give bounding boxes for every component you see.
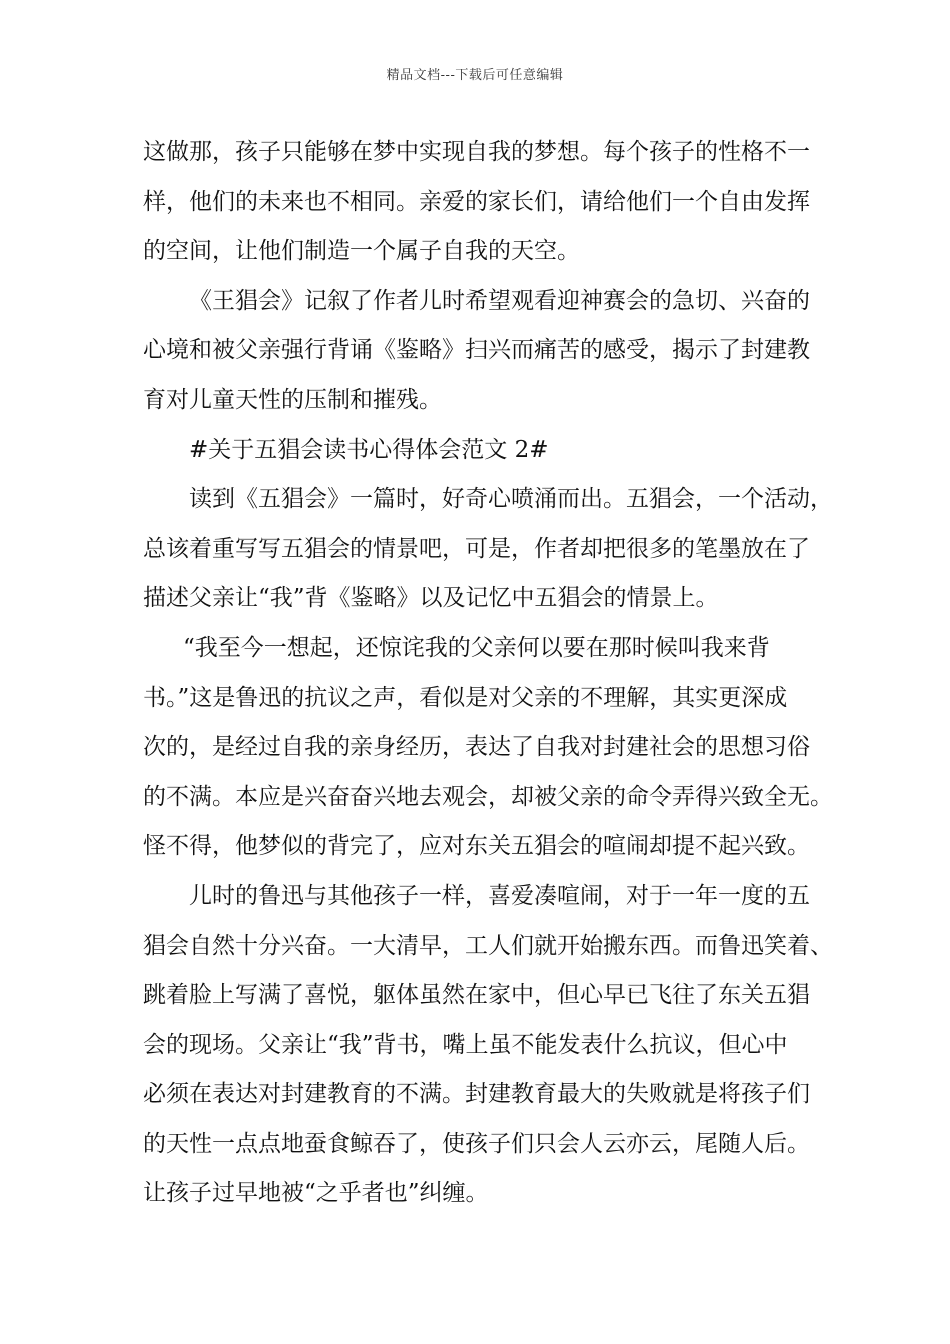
page-header: 精品文档---下载后可任意编辑 [386, 68, 564, 83]
text-line: 会的现场。父亲让“我”背书，嘴上虽不能发表什么抗议，但心中 [143, 1031, 788, 1058]
text-line: 描述父亲让“我”背《鉴略》以及记忆中五猖会的情景上。 [143, 585, 719, 612]
section-heading: #关于五猖会读书心得体会范文 2# [189, 436, 549, 463]
text-line: 这做那，孩子只能够在梦中实现自我的梦想。每个孩子的性格不一 [143, 139, 810, 165]
text-line: 心境和被父亲强行背诵《鉴略》扫兴而痛苦的感受，揭示了封建教 [143, 337, 810, 364]
text-line: “我至今一想起，还惊诧我的父亲何以要在那时候叫我来背 [183, 634, 770, 661]
text-line: 怪不得，他梦似的背完了，应对东关五猖会的喧闹却提不起兴致。 [143, 833, 810, 860]
text-line: 样，他们的未来也不相同。亲爱的家长们，请给他们一个自由发挥 [143, 188, 810, 215]
text-line: 的不满。本应是兴奋奋兴地去观会，却被父亲的命令弄得兴致全无。 [143, 783, 833, 810]
text-line: 读到《五猖会》一篇时，好奇心喷涌而出。五猖会，一个活动， [189, 486, 833, 513]
text-line: 《王猖会》记叙了作者儿时希望观看迎神赛会的急切、兴奋的 [189, 287, 810, 314]
text-line: 必须在表达对封建教育的不满。封建教育最大的失败就是将孩子们 [143, 1081, 810, 1108]
text-line: 的空间，让他们制造一个属子自我的天空。 [143, 238, 580, 265]
text-line: 育对儿童天性的压制和摧残。 [143, 386, 442, 413]
text-line: 儿时的鲁迅与其他孩子一样，喜爱凑喧闹，对于一年一度的五 [189, 882, 810, 909]
text-line: 的天性一点点地蚕食鲸吞了，使孩子们只会人云亦云，尾随人后。 [143, 1130, 810, 1157]
text-line: 总该着重写写五猖会的情景吧，可是，作者却把很多的笔墨放在了 [143, 535, 810, 562]
text-line: 书。”这是鲁迅的抗议之声，看似是对父亲的不理解，其实更深成 [143, 684, 788, 711]
document-body [143, 128, 833, 1219]
text-line: 次的，是经过自我的亲身经历，表达了自我对封建社会的思想习俗 [143, 734, 810, 761]
text-line: 让孩子过早地被“之乎者也”纠缠。 [143, 1180, 489, 1207]
text-line: 猖会自然十分兴奋。一大清早，工人们就开始搬东西。而鲁迅笑着、 [143, 932, 833, 959]
text-line: 跳着脸上写满了喜悦，躯体虽然在家中，但心早已飞往了东关五猖 [143, 982, 810, 1009]
